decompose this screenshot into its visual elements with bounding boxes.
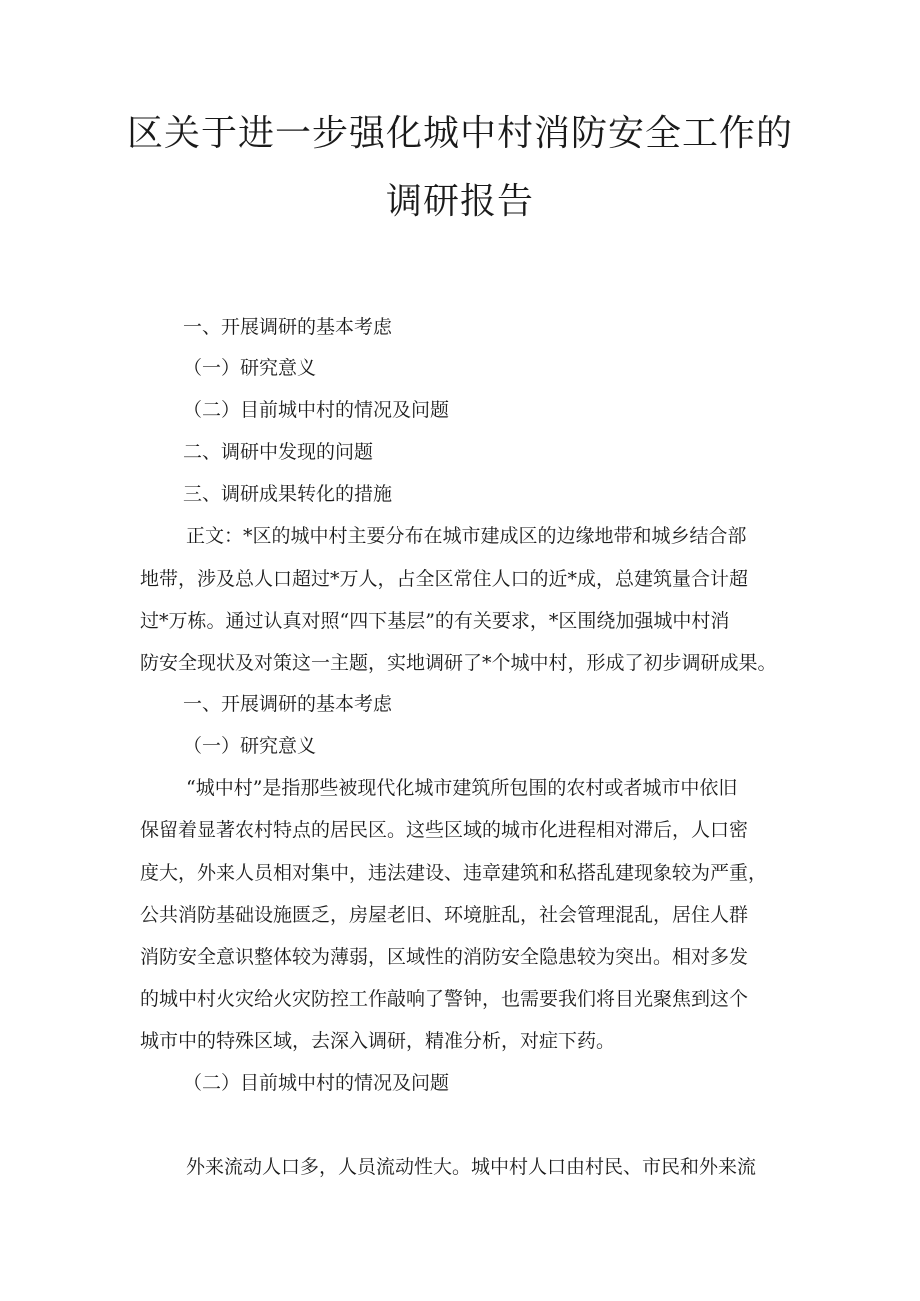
toc-item: 一、开展调研的基本考虑 [183,316,393,338]
section-heading: 一、开展调研的基本考虑 [183,693,393,715]
document-title-line-1: 区关于进一步强化城中村消防安全工作的 [126,113,793,154]
toc-item: （二）目前城中村的情况及问题 [183,399,450,421]
toc-item: 二、调研中发现的问题 [183,441,374,463]
paragraph-line: 消防安全意识整体较为薄弱，区域性的消防安全隐患较为突出。相对多发 [140,946,749,968]
paragraph-line: 城市中的特殊区域，去深入调研，精准分析，对症下药。 [140,1030,616,1052]
paragraph-line: “城中村”是指那些被现代化城市建筑所包围的农村或者城市中依旧 [186,777,738,799]
paragraph-line: 度大，外来人员相对集中，违法建设、违章建筑和私搭乱建现象较为严重， [140,862,768,884]
toc-item: （一）研究意义 [183,357,317,379]
paragraph-line: 地带，涉及总人口超过*万人，占全区常住人口的近*成，总建筑量合计超 [140,568,749,590]
paragraph-line: 防安全现状及对策这一主题，实地调研了*个城中村，形成了初步调研成果。 [140,652,777,674]
toc-item: 三、调研成果转化的措施 [183,483,393,505]
paragraph-line: 的城中村火灾给火灾防控工作敲响了警钟，也需要我们将目光聚焦到这个 [140,988,749,1010]
subsection-heading: （二）目前城中村的情况及问题 [183,1072,450,1094]
subsection-heading: （一）研究意义 [183,735,317,757]
paragraph-line: 公共消防基础设施匮乏，房屋老旧、环境脏乱，社会管理混乱，居住人群 [140,904,749,926]
paragraph-line: 外来流动人口多，人员流动性大。城中村人口由村民、市民和外来流 [186,1156,757,1178]
paragraph-line: 正文：*区的城中村主要分布在城市建成区的边缘地带和城乡结合部 [186,525,747,547]
document-title-line-2: 调研报告 [385,181,534,222]
paragraph-line: 保留着显著农村特点的居民区。这些区域的城市化进程相对滞后，人口密 [140,819,749,841]
paragraph-line: 过*万栋。通过认真对照“四下基层”的有关要求，*区围绕加强城中村消 [140,610,730,632]
